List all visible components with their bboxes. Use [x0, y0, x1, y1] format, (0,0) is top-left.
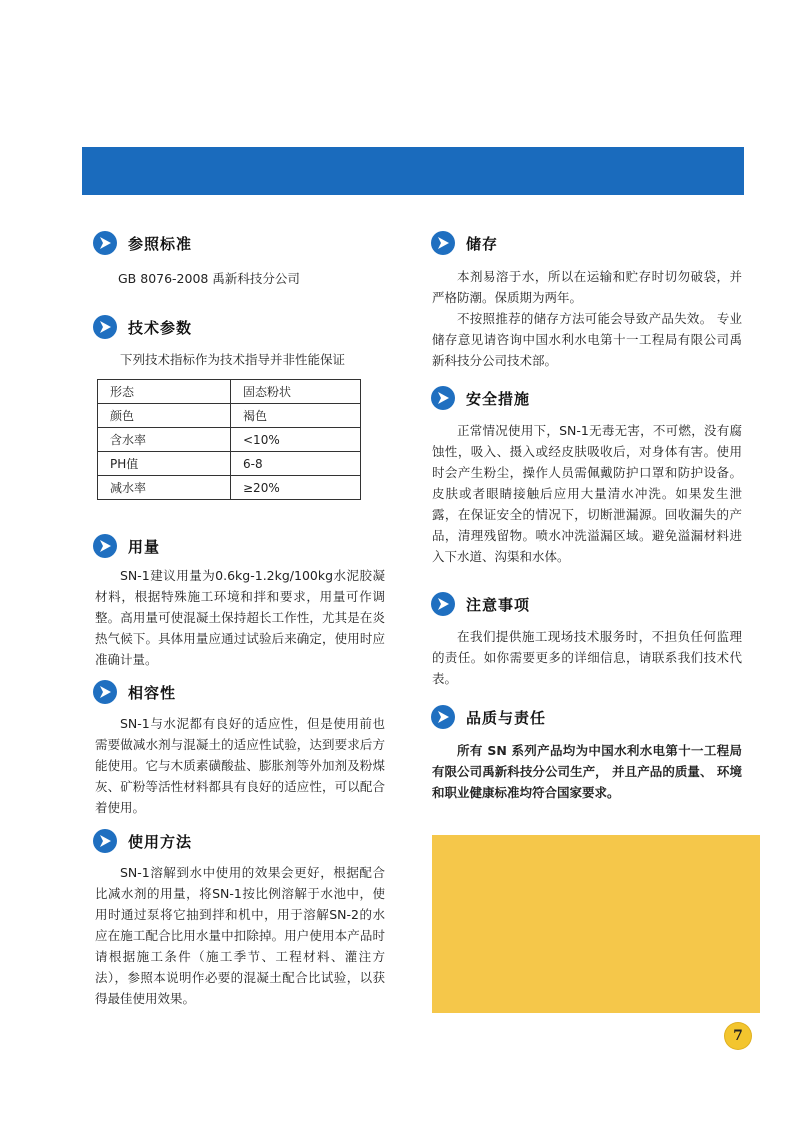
- section-dosage-heading: [92, 532, 160, 560]
- table-row: [98, 404, 361, 428]
- header-banner: [82, 147, 744, 195]
- paragraph: 不按照推荐的储存方法可能会导致产品失效。 专业储存意见请咨询中国水利水电第十一工程局有限公司禹新科技分公司技术部。: [432, 311, 742, 368]
- table-cell: 褐色: [231, 404, 361, 428]
- table-row: [98, 476, 361, 500]
- section-title: 品质与责任: [466, 708, 547, 727]
- section-storage-heading: [430, 229, 498, 257]
- section-title: 用量: [128, 537, 161, 556]
- table-cell: 含水率: [98, 428, 231, 452]
- section-title: 技术参数: [128, 318, 193, 337]
- table-cell: 形态: [98, 380, 231, 404]
- paragraph: 本剂易溶于水，所以在运输和贮存时切勿破袋，并严格防潮。保质期为两年。: [432, 269, 742, 305]
- section-params-heading: [92, 313, 192, 341]
- paragraph: SN-1与水泥都有良好的适应性，但是使用前也需要做减水剂与混凝土的适应性试验，达到要求后方能使用。它与木质素磺酸盐、膨胀剂等外加剂及粉煤灰、矿粉等活性材料都具有良好的适应性，可以配合着使用。: [95, 716, 385, 815]
- table-row: [98, 380, 361, 404]
- arrow-right-circle-icon: [430, 704, 456, 730]
- table-cell: 固态粉状: [231, 380, 361, 404]
- spec-table: [97, 379, 361, 500]
- standard-text: GB 8076-2008 禹新科技分公司: [118, 271, 300, 286]
- arrow-right-circle-icon: [92, 230, 118, 256]
- table-cell: 减水率: [98, 476, 231, 500]
- storage-text: [432, 266, 742, 371]
- arrow-right-circle-icon: [430, 591, 456, 617]
- section-title: 安全措施: [466, 389, 531, 408]
- section-safety-heading: [430, 384, 530, 412]
- arrow-right-circle-icon: [92, 828, 118, 854]
- section-standard-heading: [92, 229, 192, 257]
- section-title: 参照标准: [128, 234, 193, 253]
- page-number-badge: 7: [725, 1023, 751, 1049]
- arrow-right-circle-icon: [92, 533, 118, 559]
- decorative-yellow-block: [432, 835, 760, 1013]
- paragraph: 正常情况使用下，SN-1无毒无害，不可燃，没有腐蚀性，吸入、摄入或经皮肤吸收后，对身体有害。使用时会产生粉尘，操作人员需佩戴防护口罩和防护设备。皮肤或者眼睛接触后应用大量清水冲洗。如果发生泄露，在保证安全的情况下，切断泄漏源。回收漏失的产品，清理残留物。喷水冲洗溢漏区域。避免溢漏材料进入下水道、沟渠和水体。: [432, 423, 742, 564]
- dosage-text: [95, 565, 385, 670]
- section-title: 相容性: [128, 683, 177, 702]
- notice-text: [432, 626, 742, 689]
- paragraph: 所有 SN 系列产品均为中国水利水电第十一工程局有限公司禹新科技分公司生产， 并且产品的质量、 环境和职业健康标准均符合国家要求。: [432, 743, 742, 800]
- quality-text: [432, 740, 742, 803]
- section-title: 储存: [466, 234, 499, 253]
- paragraph: SN-1建议用量为0.6kg-1.2kg/100kg水泥胶凝材料，根据特殊施工环境和拌和要求，用量可作调整。高用量可使混凝土保持超长工作性，尤其是在炎热气候下。具体用量应通过试验后来确定，使用时应准确计量。: [95, 568, 385, 667]
- compat-text: [95, 713, 385, 818]
- table-row: [98, 452, 361, 476]
- paragraph: 在我们提供施工现场技术服务时，不担负任何监理的责任。如你需要更多的详细信息，请联系我们技术代表。: [432, 629, 742, 686]
- arrow-right-circle-icon: [430, 230, 456, 256]
- section-usage-heading: [92, 827, 192, 855]
- table-cell: PH值: [98, 452, 231, 476]
- arrow-right-circle-icon: [92, 314, 118, 340]
- section-title: 使用方法: [128, 832, 193, 851]
- table-cell: 颜色: [98, 404, 231, 428]
- params-intro: 下列技术指标作为技术指导并非性能保证: [120, 352, 346, 367]
- table-cell: 6-8: [231, 452, 361, 476]
- table-row: [98, 428, 361, 452]
- table-cell: <10%: [231, 428, 361, 452]
- paragraph: SN-1溶解到水中使用的效果会更好，根据配合比减水剂的用量，将SN-1按比例溶解于水池中，使用时通过泵将它抽到拌和机中，用于溶解SN-2的水应在施工配合比用水量中扣除掉。用户使用本产品时请根据施工条件（施工季节、工程材料、灌注方法），参照本说明作必要的混凝土配合比试验，以获得最佳使用效果。: [95, 865, 385, 1006]
- section-compat-heading: [92, 678, 176, 706]
- section-notice-heading: [430, 590, 530, 618]
- table-cell: ≥20%: [231, 476, 361, 500]
- section-title: 注意事项: [466, 595, 531, 614]
- usage-text: [95, 862, 385, 1009]
- arrow-right-circle-icon: [92, 679, 118, 705]
- safety-text: [432, 420, 742, 567]
- section-quality-heading: [430, 703, 546, 731]
- arrow-right-circle-icon: [430, 385, 456, 411]
